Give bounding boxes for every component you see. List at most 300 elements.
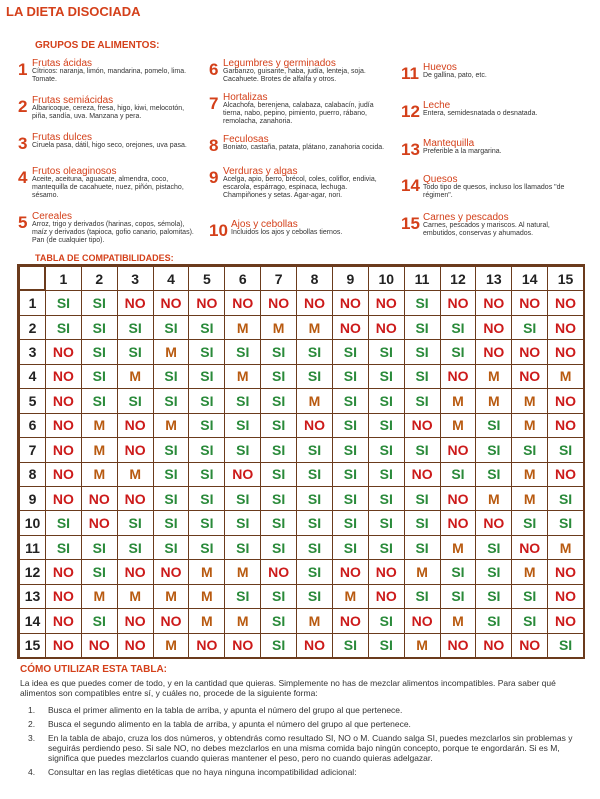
- table-cell: SI: [260, 584, 297, 609]
- table-cell: M: [188, 608, 225, 633]
- table-cell: SI: [332, 364, 369, 389]
- group-description: Alcachofa, berenjena, calabaza, calabacín, judía tierna, nabo, pepino, pimiento, puerro, rábano, remolacha, zanahoria.: [223, 102, 374, 125]
- table-cell: SI: [475, 535, 512, 560]
- table-cell: SI: [332, 510, 369, 535]
- group-number: 15: [401, 214, 420, 233]
- table-cell: M: [440, 608, 477, 633]
- table-cell: M: [440, 388, 477, 413]
- group-description: Preferible a la margarina.: [423, 148, 502, 155]
- step-text: Busca el primer alimento en la tabla de arriba, y apunta el número del grupo al que pertenece.: [48, 705, 403, 715]
- group-description: Todo tipo de quesos, incluso los llamados "de régimen".: [423, 184, 565, 199]
- group-name: Quesos: [423, 174, 458, 185]
- row-header-11: 11: [19, 535, 46, 560]
- table-cell: SI: [117, 339, 154, 364]
- table-cell: SI: [404, 290, 441, 315]
- table-cell: NO: [440, 290, 477, 315]
- table-cell: M: [188, 559, 225, 584]
- table-cell: NO: [81, 486, 118, 511]
- group-number: 4: [18, 168, 28, 187]
- table-cell: SI: [475, 608, 512, 633]
- group-number: 13: [401, 140, 420, 159]
- table-cell: SI: [368, 510, 405, 535]
- table-cell: SI: [440, 315, 477, 340]
- table-cell: NO: [440, 364, 477, 389]
- table-cell: NO: [511, 364, 548, 389]
- table-cell: SI: [404, 315, 441, 340]
- table-cell: NO: [45, 413, 82, 438]
- table-cell: SI: [368, 339, 405, 364]
- row-header-13: 13: [19, 584, 46, 609]
- table-cell: SI: [188, 388, 225, 413]
- table-cell: SI: [404, 535, 441, 560]
- table-cell: SI: [332, 388, 369, 413]
- group-number: 6: [209, 60, 219, 79]
- table-cell: NO: [440, 510, 477, 535]
- table-cell: NO: [224, 633, 261, 658]
- table-cell: SI: [547, 437, 584, 462]
- table-cell: SI: [368, 388, 405, 413]
- groups-heading: GRUPOS DE ALIMENTOS:: [35, 40, 160, 51]
- table-cell: SI: [475, 437, 512, 462]
- table-cell: SI: [511, 608, 548, 633]
- row-header-6: 6: [19, 413, 46, 438]
- row-header-5: 5: [19, 388, 46, 413]
- table-cell: M: [332, 584, 369, 609]
- table-cell: SI: [188, 315, 225, 340]
- table-cell: NO: [547, 608, 584, 633]
- table-cell: NO: [547, 413, 584, 438]
- table-cell: NO: [475, 290, 512, 315]
- table-cell: NO: [81, 510, 118, 535]
- table-cell: SI: [332, 486, 369, 511]
- table-cell: SI: [188, 510, 225, 535]
- group-number: 7: [209, 94, 219, 113]
- group-name: Frutos oleaginosos: [32, 166, 117, 177]
- table-cell: NO: [511, 633, 548, 658]
- step-text: En la tabla de abajo, cruza los dos números, y obtendrás como resultado SI, NO o M. Cuando salga SI, puedes mezclarlos sin problemas y seguirás perdiendo peso. Si sale NO, no debes mezclarlos en una misma comida bajo ningún concepto, porque te engordarán. Si es M, significa que puedes mezclarlos cuando quieras mantener el peso, pero no cuando quieras adelgazar.: [48, 733, 573, 763]
- group-name: Ajos y cebollas: [231, 219, 298, 230]
- group-description: De gallina, pato, etc.: [423, 72, 487, 79]
- table-cell: NO: [45, 388, 82, 413]
- table-cell: NO: [117, 290, 154, 315]
- table-cell: SI: [117, 315, 154, 340]
- group-number: 11: [401, 64, 419, 83]
- table-cell: SI: [117, 535, 154, 560]
- table-cell: SI: [404, 510, 441, 535]
- table-cell: SI: [260, 462, 297, 487]
- table-cell: NO: [296, 290, 333, 315]
- table-cell: SI: [260, 510, 297, 535]
- table-cell: SI: [511, 315, 548, 340]
- table-cell: SI: [475, 584, 512, 609]
- table-cell: SI: [224, 535, 261, 560]
- table-cell: NO: [296, 633, 333, 658]
- table-cell: NO: [45, 364, 82, 389]
- table-cell: SI: [224, 437, 261, 462]
- table-cell: NO: [45, 608, 82, 633]
- table-cell: M: [475, 364, 512, 389]
- table-cell: SI: [81, 315, 118, 340]
- table-cell: M: [117, 462, 154, 487]
- table-cell: M: [511, 486, 548, 511]
- group-description: Carnes, pescados y mariscos. Al natural, embutidos, conservas y ahumados.: [423, 222, 550, 237]
- table-cell: NO: [475, 339, 512, 364]
- group-number: 9: [209, 168, 219, 187]
- column-header-4: 4: [153, 266, 190, 291]
- column-header-14: 14: [511, 266, 548, 291]
- table-cell: SI: [440, 462, 477, 487]
- table-cell: SI: [260, 388, 297, 413]
- group-name: Frutas ácidas: [32, 58, 93, 69]
- table-cell: M: [547, 364, 584, 389]
- table-cell: NO: [224, 290, 261, 315]
- table-cell: SI: [368, 462, 405, 487]
- table-cell: M: [81, 413, 118, 438]
- table-cell: NO: [332, 290, 369, 315]
- table-cell: SI: [332, 339, 369, 364]
- table-cell: SI: [368, 437, 405, 462]
- group-number: 10: [209, 221, 228, 240]
- table-cell: SI: [547, 486, 584, 511]
- table-cell: SI: [153, 486, 190, 511]
- column-header-1: 1: [45, 266, 82, 291]
- table-cell: M: [153, 584, 190, 609]
- column-header-5: 5: [188, 266, 225, 291]
- table-cell: NO: [188, 633, 225, 658]
- table-cell: NO: [547, 315, 584, 340]
- table-cell: M: [81, 584, 118, 609]
- table-cell: SI: [547, 633, 584, 658]
- table-cell: SI: [81, 535, 118, 560]
- table-cell: NO: [440, 486, 477, 511]
- table-cell: SI: [404, 388, 441, 413]
- group-name: Cereales: [32, 211, 73, 222]
- table-cell: SI: [260, 608, 297, 633]
- table-cell: M: [81, 437, 118, 462]
- row-header-10: 10: [19, 510, 46, 535]
- table-cell: NO: [511, 290, 548, 315]
- table-cell: NO: [45, 339, 82, 364]
- table-cell: M: [153, 633, 190, 658]
- table-cell: NO: [440, 437, 477, 462]
- table-cell: M: [117, 364, 154, 389]
- table-cell: NO: [440, 633, 477, 658]
- table-cell: SI: [260, 339, 297, 364]
- table-cell: M: [224, 364, 261, 389]
- group-description: Ciruela pasa, dátil, higo seco, orejones, uva pasa.: [32, 142, 187, 149]
- table-cell: NO: [296, 413, 333, 438]
- table-cell: SI: [440, 559, 477, 584]
- table-cell: SI: [117, 510, 154, 535]
- table-cell: M: [153, 339, 190, 364]
- group-name: Leche: [423, 100, 451, 111]
- group-number: 5: [18, 213, 28, 232]
- group-number: 3: [18, 134, 28, 153]
- table-cell: SI: [296, 535, 333, 560]
- table-cell: SI: [260, 413, 297, 438]
- table-cell: NO: [332, 608, 369, 633]
- group-description: Entera, semidesnatada o desnatada.: [423, 110, 538, 117]
- table-corner: [19, 266, 45, 290]
- table-cell: NO: [117, 486, 154, 511]
- table-cell: M: [224, 315, 261, 340]
- table-cell: SI: [153, 364, 190, 389]
- table-cell: SI: [81, 364, 118, 389]
- table-cell: SI: [368, 413, 405, 438]
- table-cell: NO: [224, 462, 261, 487]
- table-cell: SI: [511, 437, 548, 462]
- table-cell: SI: [81, 388, 118, 413]
- table-cell: NO: [188, 290, 225, 315]
- table-cell: NO: [475, 633, 512, 658]
- table-cell: M: [296, 608, 333, 633]
- group-name: Frutas semiácidas: [32, 95, 114, 106]
- group-name: Carnes y pescados: [423, 212, 509, 223]
- table-cell: M: [81, 462, 118, 487]
- step-number: 3.: [28, 733, 36, 743]
- table-cell: SI: [45, 315, 82, 340]
- table-cell: SI: [153, 437, 190, 462]
- table-cell: SI: [81, 290, 118, 315]
- table-cell: M: [440, 413, 477, 438]
- table-cell: M: [511, 462, 548, 487]
- table-cell: NO: [117, 633, 154, 658]
- table-cell: SI: [188, 364, 225, 389]
- table-cell: SI: [188, 339, 225, 364]
- group-number: 12: [401, 102, 420, 121]
- row-header-12: 12: [19, 559, 46, 584]
- table-cell: NO: [332, 315, 369, 340]
- group-description: Cítricos: naranja, limón, mandarina, pomelo, lima. Tomate.: [32, 68, 187, 83]
- table-cell: NO: [45, 584, 82, 609]
- row-header-8: 8: [19, 462, 46, 487]
- step-number: 1.: [28, 705, 36, 715]
- table-cell: SI: [45, 535, 82, 560]
- table-cell: SI: [153, 388, 190, 413]
- group-number: 8: [209, 136, 219, 155]
- group-name: Mantequilla: [423, 138, 475, 149]
- table-cell: M: [511, 559, 548, 584]
- table-cell: M: [153, 413, 190, 438]
- table-cell: NO: [45, 633, 82, 658]
- step-text: Consultar en las reglas dietéticas que no haya ninguna incompatibilidad adicional:: [48, 767, 357, 777]
- table-cell: SI: [224, 339, 261, 364]
- table-cell: SI: [224, 510, 261, 535]
- table-cell: SI: [511, 584, 548, 609]
- table-cell: SI: [332, 535, 369, 560]
- howto-step: [20, 733, 585, 763]
- group-name: Feculosas: [223, 134, 269, 145]
- table-cell: SI: [404, 584, 441, 609]
- column-header-8: 8: [296, 266, 333, 291]
- table-cell: SI: [45, 510, 82, 535]
- table-cell: NO: [547, 388, 584, 413]
- row-header-7: 7: [19, 437, 46, 462]
- table-cell: NO: [81, 633, 118, 658]
- table-cell: SI: [45, 290, 82, 315]
- table-cell: NO: [45, 559, 82, 584]
- table-cell: NO: [404, 462, 441, 487]
- table-cell: SI: [188, 437, 225, 462]
- row-header-4: 4: [19, 364, 46, 389]
- table-cell: NO: [45, 486, 82, 511]
- group-name: Verduras y algas: [223, 166, 298, 177]
- group-number: 14: [401, 176, 420, 195]
- table-cell: NO: [117, 437, 154, 462]
- table-cell: M: [260, 315, 297, 340]
- table-cell: NO: [475, 315, 512, 340]
- table-cell: NO: [404, 413, 441, 438]
- table-cell: SI: [296, 437, 333, 462]
- table-cell: M: [224, 608, 261, 633]
- table-cell: NO: [547, 584, 584, 609]
- group-description: Boniato, castaña, patata, plátano, zanahoria cocida.: [223, 144, 385, 151]
- table-cell: SI: [296, 364, 333, 389]
- table-cell: SI: [332, 462, 369, 487]
- table-cell: NO: [153, 290, 190, 315]
- table-cell: SI: [260, 633, 297, 658]
- table-cell: SI: [188, 486, 225, 511]
- table-cell: NO: [260, 290, 297, 315]
- table-cell: NO: [547, 462, 584, 487]
- howto-step: [20, 767, 585, 777]
- table-cell: SI: [404, 437, 441, 462]
- table-cell: SI: [404, 364, 441, 389]
- howto-steps: [20, 705, 585, 781]
- table-cell: SI: [404, 339, 441, 364]
- table-cell: NO: [332, 559, 369, 584]
- table-cell: SI: [224, 413, 261, 438]
- table-cell: SI: [547, 510, 584, 535]
- table-cell: M: [547, 535, 584, 560]
- group-description: Albaricoque, cereza, fresa, higo, kiwi, melocotón, piña, sandía, uva. Manzana y pera.: [32, 105, 185, 120]
- column-header-15: 15: [547, 266, 584, 291]
- table-cell: M: [188, 584, 225, 609]
- row-header-1: 1: [19, 290, 46, 315]
- table-cell: SI: [260, 437, 297, 462]
- table-cell: SI: [475, 413, 512, 438]
- table-cell: M: [224, 559, 261, 584]
- table-cell: M: [404, 559, 441, 584]
- table-cell: M: [117, 584, 154, 609]
- table-cell: SI: [117, 388, 154, 413]
- page-title: LA DIETA DISOCIADA: [6, 4, 141, 19]
- column-header-12: 12: [440, 266, 477, 291]
- table-cell: SI: [296, 559, 333, 584]
- column-header-2: 2: [81, 266, 118, 291]
- table-cell: NO: [117, 559, 154, 584]
- table-cell: SI: [368, 633, 405, 658]
- group-description: Acelga, apio, berro, brécol, coles, coliflor, endivia, escarola, espárrago, espinaca, lechuga. Champiñones y setas. Agar-agar, nori.: [223, 176, 377, 199]
- table-cell: SI: [81, 608, 118, 633]
- column-header-9: 9: [332, 266, 369, 291]
- group-number: 1: [18, 60, 28, 79]
- table-cell: SI: [511, 510, 548, 535]
- table-cell: SI: [153, 535, 190, 560]
- table-cell: M: [475, 388, 512, 413]
- table-cell: NO: [547, 559, 584, 584]
- howto-intro: La idea es que puedes comer de todo, y en la cantidad que quieras. Simplemente no has de mezclar alimentos incompatibles. Para saber qué alimentos son compatibles entre sí, y cuáles no, procede de la siguiente forma:: [20, 678, 556, 698]
- table-cell: NO: [511, 339, 548, 364]
- row-header-2: 2: [19, 315, 46, 340]
- table-cell: SI: [440, 584, 477, 609]
- table-cell: SI: [368, 608, 405, 633]
- howto-step: [20, 719, 585, 729]
- step-number: 2.: [28, 719, 36, 729]
- table-cell: SI: [296, 510, 333, 535]
- group-description: Aceite, aceituna, aguacate, almendra, coco, mantequilla de cacahuete, nuez, piñón, pistacho, sésamo.: [32, 176, 184, 199]
- table-cell: NO: [368, 290, 405, 315]
- column-header-3: 3: [117, 266, 154, 291]
- table-cell: SI: [260, 486, 297, 511]
- table-cell: SI: [475, 559, 512, 584]
- table-cell: NO: [404, 608, 441, 633]
- table-cell: NO: [511, 535, 548, 560]
- table-cell: SI: [224, 388, 261, 413]
- group-description: Garbanzo, guisante, haba, judía, lenteja, soja. Cacahuete. Brotes de alfalfa y otros.: [223, 68, 366, 83]
- table-cell: SI: [153, 462, 190, 487]
- table-cell: NO: [368, 584, 405, 609]
- table-cell: SI: [81, 339, 118, 364]
- table-cell: SI: [332, 437, 369, 462]
- group-description: Arroz, trigo y derivados (harinas, copos, sémola), maíz y derivados (tapioca, gofio canario, palomitas). Pan (de cualquier tipo).: [32, 221, 194, 244]
- table-cell: SI: [475, 462, 512, 487]
- table-cell: SI: [296, 462, 333, 487]
- column-header-11: 11: [404, 266, 441, 291]
- table-cell: NO: [153, 559, 190, 584]
- table-cell: NO: [368, 315, 405, 340]
- step-number: 4.: [28, 767, 36, 777]
- column-header-10: 10: [368, 266, 405, 291]
- table-cell: M: [296, 388, 333, 413]
- table-cell: SI: [153, 315, 190, 340]
- table-cell: NO: [368, 559, 405, 584]
- compat-heading: TABLA DE COMPATIBILIDADES:: [35, 253, 174, 263]
- table-cell: SI: [260, 364, 297, 389]
- table-cell: SI: [224, 486, 261, 511]
- table-cell: SI: [224, 584, 261, 609]
- group-name: Huevos: [423, 62, 457, 73]
- table-cell: NO: [153, 608, 190, 633]
- table-cell: SI: [332, 633, 369, 658]
- table-cell: SI: [153, 510, 190, 535]
- column-header-13: 13: [475, 266, 512, 291]
- column-header-6: 6: [224, 266, 261, 291]
- table-cell: SI: [296, 486, 333, 511]
- table-cell: SI: [404, 486, 441, 511]
- table-cell: M: [511, 413, 548, 438]
- row-header-3: 3: [19, 339, 46, 364]
- compatibility-table: [17, 264, 585, 659]
- table-cell: SI: [440, 339, 477, 364]
- table-cell: SI: [296, 339, 333, 364]
- table-cell: SI: [260, 535, 297, 560]
- table-cell: M: [475, 486, 512, 511]
- table-cell: M: [440, 535, 477, 560]
- group-name: Hortalizas: [223, 92, 268, 103]
- group-description: Incluidos los ajos y cebollas tiernos.: [231, 229, 343, 236]
- row-header-14: 14: [19, 608, 46, 633]
- table-cell: NO: [475, 510, 512, 535]
- group-number: 2: [18, 97, 28, 116]
- table-cell: SI: [296, 584, 333, 609]
- table-cell: NO: [547, 339, 584, 364]
- table-cell: SI: [188, 413, 225, 438]
- column-header-7: 7: [260, 266, 297, 291]
- group-name: Frutas dulces: [32, 132, 93, 143]
- table-cell: NO: [117, 413, 154, 438]
- table-cell: SI: [332, 413, 369, 438]
